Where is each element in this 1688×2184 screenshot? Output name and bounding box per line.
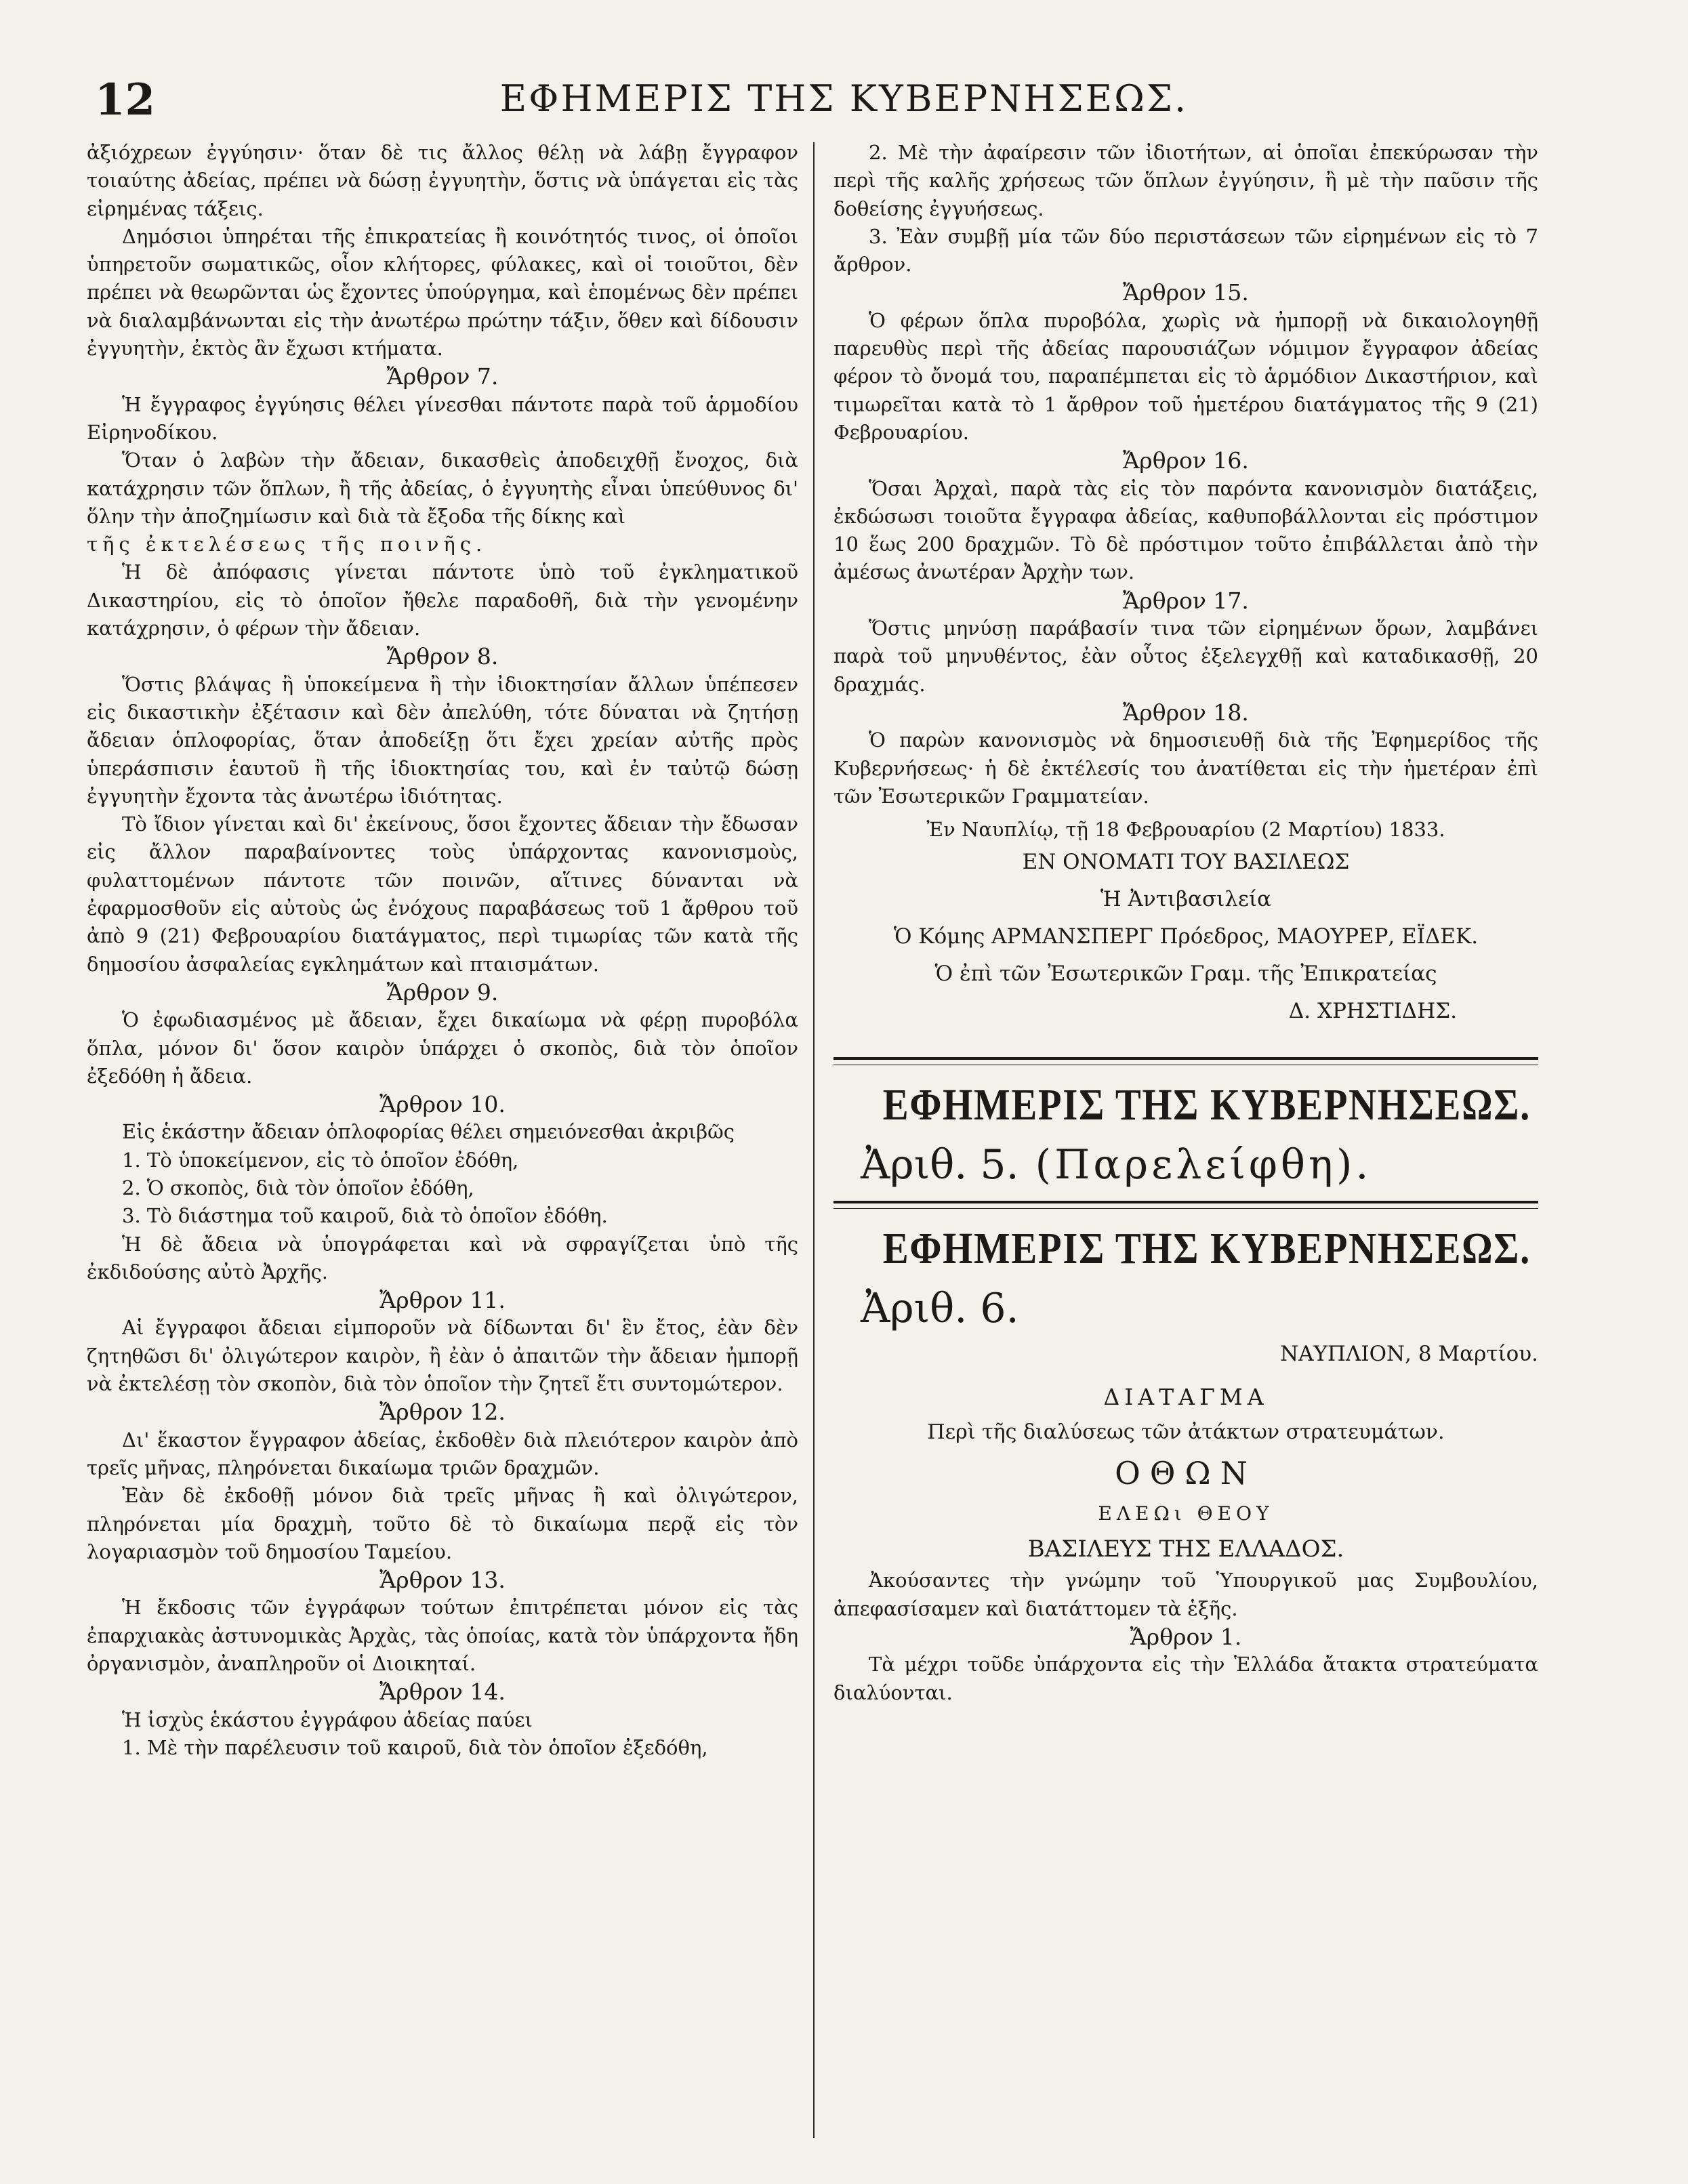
article-heading: Ἄρθρον 12. xyxy=(379,1399,506,1426)
issue-number xyxy=(861,1136,1538,1194)
article-heading: Ἄρθρον 17. xyxy=(1123,587,1249,614)
article-heading: Ἄρθρον 1. xyxy=(1130,1624,1242,1651)
list-item: 2. Ὁ σκοπὸς, διὰ τὸν ὁποῖον ἐδόθη, xyxy=(122,1176,474,1199)
decree-date: Ἐν Ναυπλίῳ, τῇ 18 Φεβρουαρίου (2 Μαρτίου) 1833. xyxy=(926,818,1445,842)
signoff-line: ΕΝ ΟΝΟΜΑΤΙ ΤΟΥ ΒΑΣΙΛΕΩΣ xyxy=(1022,850,1350,875)
section-rule xyxy=(833,1201,1538,1203)
decree-heading: ΔΙΑΤΑΓΜΑ xyxy=(1103,1384,1269,1411)
paragraph: Δι' ἕκαστον ἔγγραφον ἀδείας, ἐκδοθὲν διὰ πλειότερον καιρὸν ἀπὸ τρεῖς μῆνας, πληρόνεται δικαίωμα τριῶν δραχμῶν. xyxy=(87,1428,798,1479)
paragraph: Ἡ ἔγγραφος ἐγγύησις θέλει γίνεσθαι πάντοτε παρὰ τοῦ ἁρμοδίου Εἰρηνοδίκου. xyxy=(87,392,798,444)
signatory: Δ. ΧΡΗΣΤΙΔΗΣ. xyxy=(1288,999,1457,1024)
signoff-line: Ὁ ἐπὶ τῶν Ἐσωτερικῶν Γραμ. τῆς Ἐπικρατείας xyxy=(934,962,1437,987)
issue-number: Ἀριθ. 6. xyxy=(861,1285,1019,1333)
article-heading: Ἄρθρον 16. xyxy=(1123,447,1249,474)
dateline: ΝΑΥΠΛΙΟΝ, 8 Μαρτίου. xyxy=(1279,1342,1538,1367)
list-item: 2. Μὲ τὴν ἀφαίρεσιν τῶν ἰδιοτήτων, αἱ ὁποῖαι ἐπεκύρωσαν τὴν περὶ τῆς καλῆς χρήσεως τῶν ὅπλων ἐγγύησιν, ἢ μὲ τὴν παῦσιν τῆς δοθείσης ἐγγυήσεως. xyxy=(833,141,1538,220)
king-name: ΟΘΩΝ xyxy=(1115,1455,1257,1492)
paragraph: Ἀκούσαντες τὴν γνώμην τοῦ Ὑπουργικοῦ μας Συμβουλίου, ἀπεφασίσαμεν καὶ διατάττομεν τὰ ἑξῆς. xyxy=(833,1569,1538,1620)
issue-label: Ἀριθ. 5. xyxy=(861,1141,1019,1189)
running-head xyxy=(0,75,1688,129)
paragraph: Ἐὰν δὲ ἐκδοθῇ μόνον διὰ τρεῖς μῆνας ἢ καὶ ὀλιγώτερον, πληρόνεται μία δραχμὴ, τοῦτο δὲ τὸ δικαίωμα περᾷ εἰς τὸν λογαριασμὸν τοῦ δημοσίου Ταμείου. xyxy=(87,1484,798,1563)
decree-subject: Περὶ τῆς διαλύσεως τῶν ἀτάκτων στρατευμάτων. xyxy=(927,1420,1445,1445)
paragraph: Ἡ δὲ ἄδεια νὰ ὑπογράφεται καὶ νὰ σφραγίζεται ὑπὸ τῆς ἐκδιδούσης αὐτὸ Ἀρχῆς. xyxy=(87,1232,798,1283)
list-item: 1. Μὲ τὴν παρέλευσιν τοῦ καιροῦ, διὰ τὸν ὁποῖον ἐξεδόθη, xyxy=(122,1735,708,1759)
right-column xyxy=(833,139,1538,2145)
grace-line: ΕΛΕΩι ΘΕΟΥ xyxy=(1098,1502,1274,1525)
article-heading: Ἄρθρον 8. xyxy=(386,643,499,670)
article-heading: Ἄρθρον 14. xyxy=(379,1678,506,1706)
paragraph: Δημόσιοι ὑπηρέται τῆς ἐπικρατείας ἢ κοινότητός τινος, οἱ ὁποῖοι ὑπηρετοῦν σωματικῶς, οἷον κλήτορες, φύλακες, καὶ οἱ τοιοῦτοι, δὲν πρέπει νὰ θεωρῶνται ὡς ἔχοντες ὑπούργημα, καὶ ἑπομένως δὲν πρέπει νὰ διαλαμβάνωνται εἰς τὴν ἀνωτέρω πρώτην τάξιν, ὅθεν καὶ δίδουσιν ἐγγυητὴν, ἐκτὸς ἂν ἔχωσι κτήματα. xyxy=(87,224,798,360)
list-item: 1. Τὸ ὑποκείμενον, εἰς τὸ ὁποῖον ἐδόθη, xyxy=(122,1148,519,1172)
paragraph: Ὁ παρὼν κανονισμὸς νὰ δημοσιευθῇ διὰ τῆς Ἐφημερίδος τῆς Κυβερνήσεως· ἡ δὲ ἐκτέλεσίς του ἀνατίθεται εἰς τὴν ἡμετέραν ἐπὶ τῶν Ἐσωτερικῶν Γραμματείαν. xyxy=(833,728,1538,808)
paragraph: Ὁ φέρων ὅπλα πυροβόλα, χωρὶς νὰ ἠμπορῇ νὰ δικαιολογηθῇ παρευθὺς περὶ τῆς ἀδείας παρουσιάζων νόμιμον ἔγγραφον ἀδείας φέρον τὸ ὄνομά του, παραπέμπεται εἰς τὸ ἁρμόδιον Δικαστήριον, καὶ τιμωρεῖται κατὰ τὸ 1 ἄρθρον τοῦ ἡμετέρου διατάγματος τῆς 9 (21) Φεβρουαρίου. xyxy=(833,308,1538,444)
article-heading: Ἄρθρον 15. xyxy=(1123,279,1249,306)
paragraph: τῆς ἐκτελέσεως τῆς ποινῆς. xyxy=(87,533,487,556)
paragraph: Ἡ ἰσχὺς ἑκάστου ἐγγράφου ἀδείας παύει xyxy=(122,1708,533,1731)
king-title: ΒΑΣΙΛΕΥΣ ΤΗΣ ΕΛΛΑΔΟΣ. xyxy=(1027,1536,1344,1563)
paragraph: Τὰ μέχρι τοῦδε ὑπάρχοντα εἰς τὴν Ἑλλάδα ἄτακτα στρατεύματα διαλύονται. xyxy=(833,1653,1538,1704)
masthead: ΕΦΗΜΕΡΙΣ ΤΗΣ ΚΥΒΕΡΝΗΣΕΩΣ. xyxy=(882,1224,1531,1274)
article-heading: Ἄρθρον 9. xyxy=(386,978,499,1006)
paragraph: Τὸ ἴδιον γίνεται καὶ δι' ἐκείνους, ὅσοι ἔχοντες ἄδειαν τὴν ἔδωσαν εἰς ἄλλον παραβαίνοντες τοὺς ὑπάρχοντας κανονισμοὺς, φυλαττομένων πάντοτε τῶν ποινῶν, αἵτινες δύνανται νὰ ἐφαρμοσθοῦν εἰς αὐτοὺς ὡς ἐνόχους παραβάσεως τοῦ 1 ἄρθρου τοῦ ἀπὸ 9 (21) Φεβρουαρίου διατάγματος, περὶ τιμωρίας τῶν κατὰ τῆς δημοσίου ἀσφαλείας εγκλημάτων καὶ πταισμάτων. xyxy=(87,812,798,976)
article-heading: Ἄρθρον 18. xyxy=(1123,699,1249,726)
issue-note: (Παρελείφθη). xyxy=(1035,1141,1372,1189)
paragraph: Ὅστις βλάψας ἢ ὑποκείμενα ἢ τὴν ἰδιοκτησίαν ἄλλων ὑπέπεσεν εἰς δικαστικὴν ἐξέτασιν καὶ δὲν ἀπελύθη, τότε δύναται νὰ ζητήσῃ ἄδειαν ὁπλοφορίας, ὅταν ἀποδείξῃ ὅτι ἔχει χρείαν αὐτῆς πρὸς ὑπεράσπισιν ἑαυτοῦ ἢ τῆς ἰδιοκτησίας του, καὶ ἐν ταὐτῷ δώσῃ ἐγγυητὴν ἔχοντα τὰς ἀνωτέρω ἰδιότητας. xyxy=(87,672,798,808)
section-rule xyxy=(833,1208,1538,1209)
signoff-line: Ἡ Ἀντιβασιλεία xyxy=(1100,887,1272,912)
list-item: 3. Τὸ διάστημα τοῦ καιροῦ, διὰ τὸ ὁποῖον ἐδόθη. xyxy=(122,1204,608,1228)
paragraph: Ὁ ἐφωδιασμένος μὲ ἄδειαν, ἔχει δικαίωμα νὰ φέρῃ πυροβόλα ὅπλα, μόνον δι' ὅσον καιρὸν ὑπάρχει ὁ σκοπὸς, διὰ τὸν ὁποῖον ἐξεδόθη ἡ ἄδεια. xyxy=(87,1008,798,1088)
masthead: ΕΦΗΜΕΡΙΣ ΤΗΣ ΚΥΒΕΡΝΗΣΕΩΣ. xyxy=(882,1080,1531,1130)
section-rule xyxy=(833,1057,1538,1060)
signatories: Ὁ Κόμης ΑΡΜΑΝΣΠΕΡΓ Πρόεδρος, ΜΑΟΥΡΕΡ, ΕΪΔΕΚ. xyxy=(893,924,1479,949)
list-item: 3. Ἐὰν συμβῇ μία τῶν δύο περιστάσεων τῶν εἰρημένων εἰς τὸ 7 ἄρθρον. xyxy=(833,224,1538,276)
paragraph: Αἱ ἔγγραφοι ἄδειαι εἰμποροῦν νὰ δίδωνται δι' ἓν ἔτος, ἐὰν δὲν ζητηθῶσι δι' ὀλιγώτερον καιρὸν, ἢ ἐὰν ὁ ἀπαιτῶν τὴν ἄδειαν ἠμπορῇ νὰ ἐκτελέσῃ τὸν σκοπὸν, διὰ τὸν ὁποῖον τὴν ζητεῖ ἔτι συντομώτερον. xyxy=(87,1316,798,1396)
column-divider xyxy=(813,142,815,2138)
paragraph: Ἡ δὲ ἀπόφασις γίνεται πάντοτε ὑπὸ τοῦ ἐγκληματικοῦ Δικαστηρίου, εἰς τὸ ὁποῖον ἤθελε παραδοθῆ, διὰ τὴν γενομένην κατάχρησιν, ὁ φέρων τὴν ἄδειαν. xyxy=(87,560,798,640)
article-heading: Ἄρθρον 13. xyxy=(379,1567,506,1594)
paragraph: Ὅσαι Ἀρχαὶ, παρὰ τὰς εἰς τὸν παρόντα κανονισμὸν διατάξεις, ἐκδώσωσι τοιοῦτα ἔγγραφα ἀδείας, καθυποβάλλονται εἰς πρόστιμον 10 ἕως 200 δραχμῶν. Τὸ δὲ πρόστιμον τοῦτο ἐπιβάλλεται ἀπὸ τὴν ἀμέσως ἀνωτέραν Ἀρχὴν των. xyxy=(833,476,1538,584)
left-column xyxy=(87,139,798,2145)
paragraph: Ὅστις μηνύσῃ παράβασίν τινα τῶν εἰρημένων ὅρων, λαμβάνει παρὰ τοῦ μηνυθέντος, ἐὰν οὗτος ἐξελεγχθῇ καὶ καταδικασθῇ, 20 δραχμάς. xyxy=(833,617,1538,696)
paragraph: Ἡ ἔκδοσις τῶν ἐγγράφων τούτων ἐπιτρέπεται μόνον εἰς τὰς ἐπαρχιακὰς ἀστυνομικὰς Ἀρχὰς, τὰς ὁποίας, κατὰ τὸν ὑπάρχοντα ἤδη ὀργανισμὸν, ἀναπληροῦν οἱ Διοικηταί. xyxy=(87,1596,798,1676)
paragraph: Εἰς ἑκάστην ἄδειαν ὁπλοφορίας θέλει σημειόνεσθαι ἀκριβῶς xyxy=(122,1120,735,1144)
paragraph: Ὅταν ὁ λαβὼν τὴν ἄδειαν, δικασθεὶς ἀποδειχθῇ ἔνοχος, διὰ κατάχρησιν τῶν ὅπλων, ἢ τῆς ἀδείας, ὁ ἐγγυητὴς εἶναι ὑπεύθυνος δι' ὅλην τὴν ἀποζημίωσιν καὶ διὰ τὰ ἔξοδα τῆς δίκης καὶ xyxy=(87,449,798,528)
page-number: 12 xyxy=(95,75,156,125)
article-heading: Ἄρθρον 11. xyxy=(379,1287,506,1314)
article-heading: Ἄρθρον 10. xyxy=(379,1091,506,1118)
paragraph: ἀξιόχρεων ἐγγύησιν· ὅταν δὲ τις ἄλλος θέλῃ νὰ λάβῃ ἔγγραφον τοιαύτης ἀδείας, πρέπει νὰ δώσῃ ἐγγυητὴν, ὅστις νὰ ὑπάγεται εἰς τὰς εἰρημένας τάξεις. xyxy=(87,141,798,220)
running-title: ΕΦΗΜΕΡΙΣ ΤΗΣ ΚΥΒΕΡΝΗΣΕΩΣ. xyxy=(499,77,1189,120)
article-heading: Ἄρθρον 7. xyxy=(386,363,499,390)
